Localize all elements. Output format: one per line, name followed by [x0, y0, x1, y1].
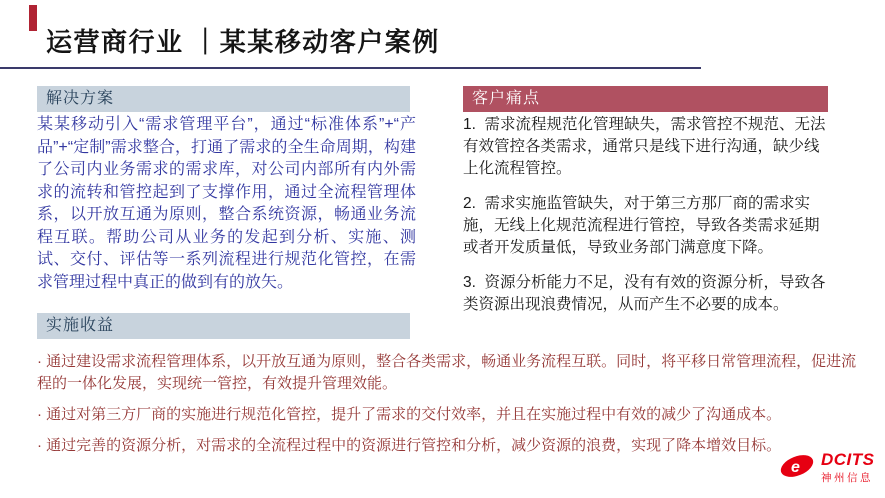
- benefit-item-2: · 通过对第三方厂商的实施进行规范化管控，提升了需求的交付效率，并且在实施过程中有效的减少了沟通成本。: [37, 406, 782, 423]
- solution-body-text: 某某移动引入“需求管理平台”，通过“标准体系”+“产品”+“定制”需求整合，打通了需求的全生命周期，构建了公司内业务需求的需求库，对公司内部所有内外需求的流转和管控起到了支撑作用，通过全流程管理体系，以开放互通为原则，整合系统资源，畅通业务流程互联。帮助公司从业务的发起到分析、实施、测试、交付、评估等一系列流程进行规范化管控，在需求管理过程中真正的做到有的放矢。: [37, 116, 416, 291]
- title-accent-bar: [29, 5, 37, 31]
- benefit-item-3: · 通过完善的资源分析，对需求的全流程过程中的资源进行管控和分析，减少资源的浪费，实现了降本增效目标。: [37, 437, 782, 454]
- solution-section-header: 解决方案: [37, 86, 410, 112]
- title-underline: [0, 67, 701, 69]
- pain-point-item-3: 3. 资源分析能力不足，没有有效的资源分析，导致各类资源出现浪费情况，从而产生不必要的成本。: [463, 274, 826, 313]
- pain-point-item-2: 2. 需求实施监管缺失，对于第三方那厂商的需求实施，无线上化规范流程进行管控，导致各类需求延期或者开发质量低，导致业务部门满意度下降。: [463, 195, 820, 256]
- logo-text-block: [821, 451, 875, 485]
- dcits-swoosh-icon: [778, 451, 816, 486]
- svg-text:e: e: [791, 459, 800, 476]
- pain-points-list: [463, 114, 833, 329]
- dcits-logo: [778, 451, 875, 486]
- benefits-list: [37, 351, 865, 466]
- benefits-section-header: 实施收益: [37, 313, 410, 339]
- pain-points-section-header: 客户痛点: [463, 86, 828, 112]
- pain-point-item-1: 1. 需求流程规范化管理缺失，需求管控不规范、无法有效管控各类需求，通常只是线下进行沟通，缺少线上化流程管控。: [463, 116, 826, 177]
- logo-company-name: 神州信息: [821, 472, 873, 484]
- benefit-item-1: · 通过建设需求流程管理体系，以开放互通为原则，整合各类需求，畅通业务流程互联。同时，将平移日常管理流程，促进流程的一体化发展，实现统一管控，有效提升管理效能。: [37, 353, 857, 392]
- logo-brand-name: DCITS: [821, 450, 875, 469]
- page-title: 运营商行业 ｜某某移动客户案例: [46, 27, 440, 57]
